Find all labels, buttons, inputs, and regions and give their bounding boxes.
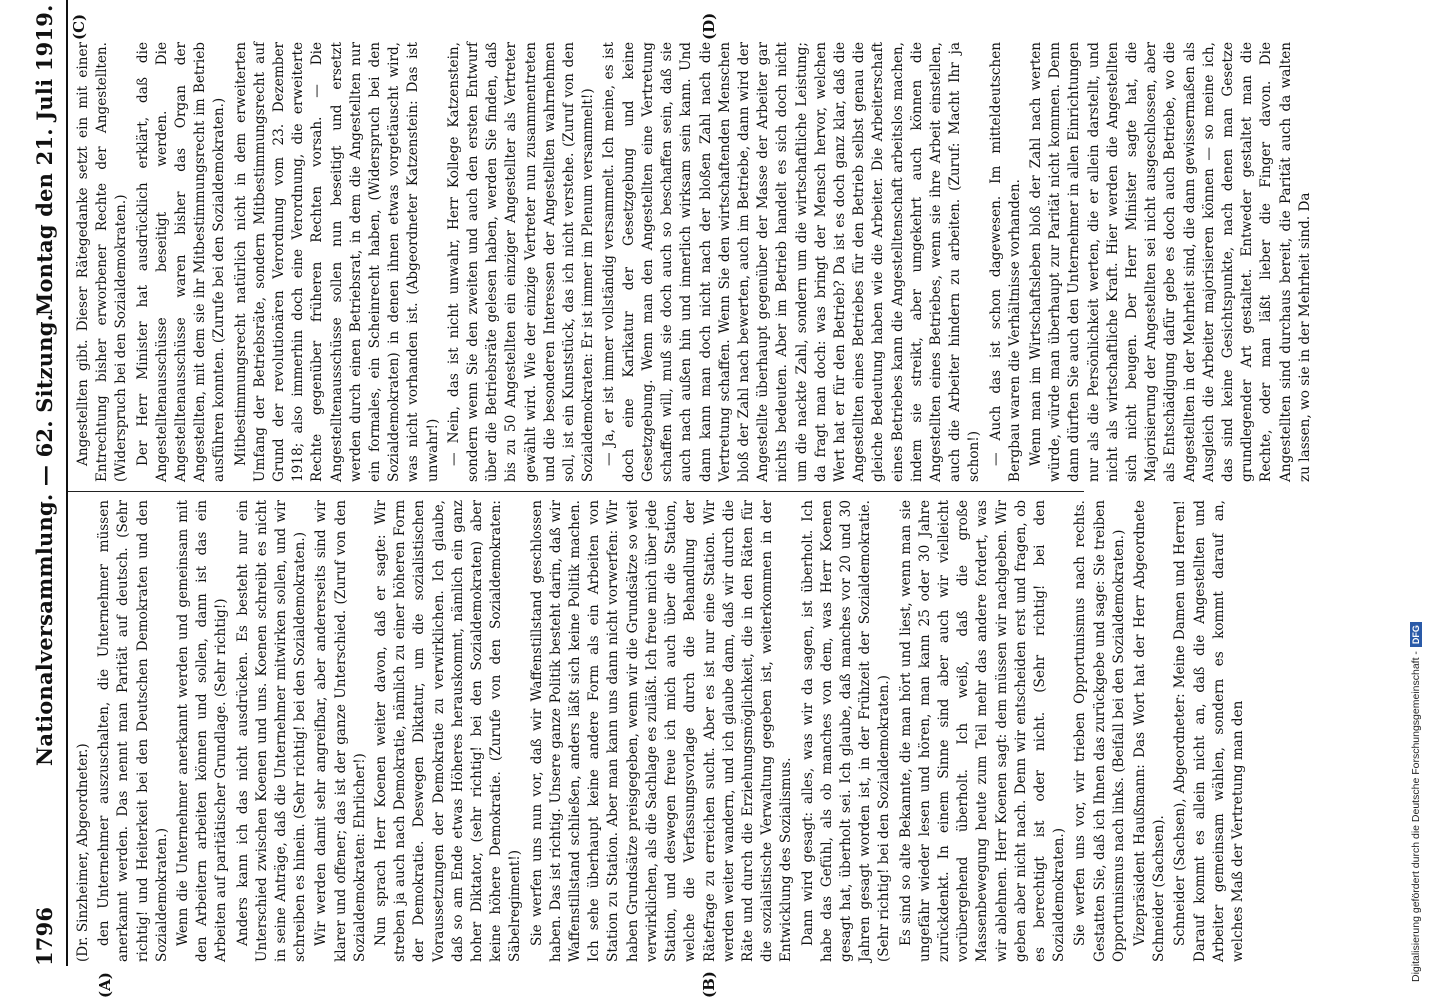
- assembly-title: Nationalversammlung. — 62. Sitzung.: [32, 313, 57, 766]
- left-column-paragraph: Dann wird gesagt: alles, was wir da sagen, ist überholt. Ich habe das Gefühl, als ob manches von dem, was Herr Koenen gesagt hat, überholt sei. Ich glaube, daß manches vor 20 und 30 Jahren gesagt worden ist, in der Frühzeit der Sozialdemokratie. (Sehr richtig! bei den Sozialdemokraten.): [799, 500, 893, 962]
- dfg-logo: DFG: [1410, 622, 1422, 647]
- header-rule: [66, 0, 68, 966]
- marker-c: (C): [70, 13, 88, 40]
- right-column-paragraph: Der Herr Minister hat ausdrücklich erklärt, daß die Angestelltenausschüsse beseitigt werden. Die Angestelltenausschüsse waren bisher das Organ der Angestellten, mit dem sie ihr Mitbestimmungsrecht im Betrieb ausführen konnten. (Zurufe bei den Sozialdemokraten.): [134, 42, 228, 482]
- left-column: [74, 500, 1246, 962]
- marker-a: (A): [96, 972, 114, 998]
- left-column-paragraph: (Dr. Sinzheimer, Abgeordneter.): [75, 743, 91, 962]
- left-column-paragraph: Es sind so alte Bekannte, die man hört und liest, wenn man sie ungefähr wieder lesen und hören, man kann 25 oder 30 Jahre zurückdenkt. In einem Sinne sind aber auch wir vielleicht vorübergehend überholt. Ich weiß, daß die große Massenbewegung heute zum Teil mehr das andere fordert, was wir ablehnen. Herr Koenen sagt: dem müssen wir nachgeben. Wir geben aber nicht nach. Denn wir entscheiden erst und fragen, ob es berechtigt ist oder nicht. (Sehr richtig! bei den Sozialdemokraten.): [897, 500, 1068, 962]
- right-column-paragraph: Mitbestimmungsrecht natürlich nicht in dem erweiterten Umfang der Betriebsräte, sondern Mitbestimmungsrecht auf Grund der revolutionären Verordnung vom 23. Dezember 1918; also immerhin doch eine Verordnung, die erweiterte Rechte gegenüber früheren Rechten vorsah. — Die Angestelltenausschüsse sollen nun beseitigt und ersetzt werden durch einen Betriebsrat, in dem die Angestellten nur ein formales, ein Scheinrecht haben, (Widerspruch bei den Sozialdemokraten) in denen ihnen etwas vorgetäuscht wird, was nicht vorhanden ist. (Abgeordneter Katzenstein: Das ist unwahr!): [232, 42, 441, 482]
- right-column-paragraph: Angestellten gibt. Dieser Rätegedanke setzt ein mit einer Entrechtung bisher erworbener Rechte der Angestellten. (Widerspruch bei den Sozialdemokraten.): [75, 42, 130, 482]
- page-header: [0, 0, 66, 966]
- left-column-paragraph: Sie werfen uns nun vor, daß wir Waffenstillstand geschlossen haben. Das ist richtig. Unsere ganze Politik besteht darin, daß wir Waffenstillstand schließen, anders läßt sich keine Politik machen. Ich sehe überhaupt keine andere Form als ein Arbeiten von Station zu Station. Aber man kann uns dann nicht vorwerfen: Wir haben Grundsätze preisgegeben, wenn wir die Grundsätze so weit verwirklichen, als die Sachlage es zuläßt. Ich freue mich über jede Station, und deswegen freue ich mich auch über die Station, welche die Verfassungsvorlage durch die Behandlung der Rätefrage zu erreichen sucht. Aber es ist nur eine Station. Wir werden weiter wandern, und ich glaube dann, daß wir durch die Räte und durch die Erziehungsmöglichkeit, die in den Räten für die sozialistische Verwaltung gegeben ist, weiterkommen in der Entwicklung des Sozialismus.: [528, 500, 795, 962]
- marker-d: (D): [700, 12, 718, 40]
- digitization-credit: [1410, 22, 1430, 982]
- credit-text: Digitalisierung gefördert durch die Deutsche Forschungsgemeinschaft -: [1410, 651, 1422, 982]
- left-column-paragraph: Wenn die Unternehmer anerkannt werden und gemeinsam mit den Arbeitern arbeiten können und sollen, dann ist das ein Arbeiten auf paritätischer Grundlage. (Sehr richtig!): [175, 500, 230, 962]
- left-column-paragraph: Anders kann ich das nicht ausdrücken. Es besteht nur ein Unterschied zwischen Koenen und uns. Koenen schreibt es nicht in seine Anträge, daß die Unternehmer mitwirken sollen, und wir schreiben es hinein. (Sehr richtig! bei den Sozialdemokraten.): [234, 500, 309, 962]
- left-column-paragraph: Vizepräsident Haußmann: Das Wort hat der Herr Abgeordnete Schneider (Sachsen).: [1131, 500, 1168, 962]
- left-column-paragraph: Schneider (Sachsen), Abgeordneter: Meine Damen und Herren! Darauf kommt es allein nicht an, daß die Angestellten und Arbeiter gemeinsam wählen, sondern es kommt darauf an, welches Maß der Vertretung man den: [1172, 500, 1246, 962]
- left-column-paragraph: Wir werden damit sehr angreifbar, aber andererseits sind wir klarer und offener; das ist der ganze Unterschied. (Zuruf von den Sozialdemokraten: Ehrlicher!): [313, 500, 368, 962]
- right-column-paragraph: — Nein, das ist nicht unwahr, Herr Kollege Katzenstein, sondern wenn Sie den zweiten und auch den ersten Entwurf über die Betriebsräte gelesen haben, werden Sie finden, daß bis zu 50 Angestellten ein einziger Angestellter als Vertreter gewählt wird. Wie der einzige Vertreter nun zusammentreten und die besonderen Interessen der Angestellten wahrnehmen soll, ist ein Kunststück, das ich nicht verstehe. (Zuruf von den Sozialdemokraten: Er ist immer im Plenum versammelt!): [445, 42, 597, 482]
- left-column-paragraph: den Unternehmer auszuschalten, die Unternehmer müssen anerkannt werden. Das nennt man Parität auf deutsch. (Sehr richtig! und Heiterkeit bei den Deutschen Demokraten und den Sozialdemokraten.): [96, 500, 170, 962]
- left-column-paragraph: Nun sprach Herr Koenen weiter davon, daß er sagte: Wir streben ja auch nach Demokratie, nämlich zu einer höheren Form der Demokratie. Deswegen Diktatur, um die sozialistischen Voraussetzungen der Demokratie zu verwirklichen. Ich glaube, daß so am Ende etwas Höheres herauskommt, nämlich ein ganz hoher Diktator, (sehr richtig! bei den Sozialdemokraten) aber keine höhere Demokratie. (Zurufe von den Sozialdemokraten: Säbelregiment!): [373, 500, 524, 962]
- page-number: 1796: [32, 906, 57, 966]
- left-column-paragraph: Sie werfen uns vor, wir trieben Opportunismus nach rechts. Gestatten Sie, daß ich Ihnen das zurückgebe und sage: Sie treiben Opportunismus nach links. (Beifall bei den Sozialdemokraten.): [1072, 500, 1127, 962]
- session-date: Montag den 21. Juli 1919.: [32, 4, 57, 316]
- right-column-paragraph: — Ja, er ist immer vollständig versammelt. Ich meine, es ist doch eine Karikatur der Gesetzgebung und keine Gesetzgebung. Wenn man den Angestellten eine Vertretung schaffen will, muß sie doch auch so beschaffen sein, daß sie auch nach außen hin und innerlich wirksam sein kann. Und dann kann man doch nicht nach der bloßen Zahl nach die Vertretung schaffen. Wenn Sie den wirtschaftenden Menschen bloß der Zahl nach bewerten, auch im Betriebe, dann wird der Angestellte überhaupt gegenüber der Masse der Arbeiter gar nichts bedeuten. Aber im Betrieb handelt es sich doch nicht um die nackte Zahl, sondern um die wirtschaftliche Leistung; da fragt man doch: was bringt der Mensch hervor, welchen Wert hat er für den Betrieb? Da ist es doch ganz klar, daß die Angestellten eines Betriebes für den Betrieb selbst genau die gleiche Bedeutung haben wie die Arbeiter. Die Arbeiterschaft eines Betriebes kann die Angestelltenschaft arbeitslos machen, indem sie streikt, aber umgekehrt auch können die Angestellten eines Betriebes, wenn sie ihre Arbeit einstellen, auch die Arbeiter hindern zu arbeiten. (Zuruf: Macht Ihr ja schon!): [601, 42, 983, 482]
- right-column-paragraph: Wenn man im Wirtschaftsleben bloß der Zahl nach werten würde, würde man überhaupt zur Parität nicht kommen. Denn dann dürften Sie auch den Unternehmer in allen Einrichtungen nur als die Persönlichkeit werten, die er allein darstellt, und nicht als wirtschaftliche Kraft. Hier werden die Angestellten sich nicht beugen. Der Herr Minister sagte hat, die Majorisierung der Angestellten sei nicht ausgeschlossen, aber als Entschädigung dafür gebe es doch auch Betriebe, wo die Angestellten in der Mehrheit sind, die dann gewissermaßen als Ausgleich die Arbeiter majorisieren können — so meine ich, das sind keine Gesichtspunkte, nach denen man Gesetze grundlegender Art gestaltet. Entweder gestaltet man die Rechte, oder man läßt lieber die Finger davon. Die Angestellten sind durchaus bereit, die Parität auch da walten zu lassen, wo sie in der Mehrheit sind. Da: [1027, 42, 1313, 482]
- right-column: [74, 42, 1313, 482]
- marker-b: (B): [700, 971, 718, 998]
- column-divider: [68, 491, 1084, 492]
- right-column-paragraph: — Auch das ist schon dagewesen. Im mitteldeutschen Bergbau waren die Verhältnisse vorhanden.: [987, 42, 1023, 482]
